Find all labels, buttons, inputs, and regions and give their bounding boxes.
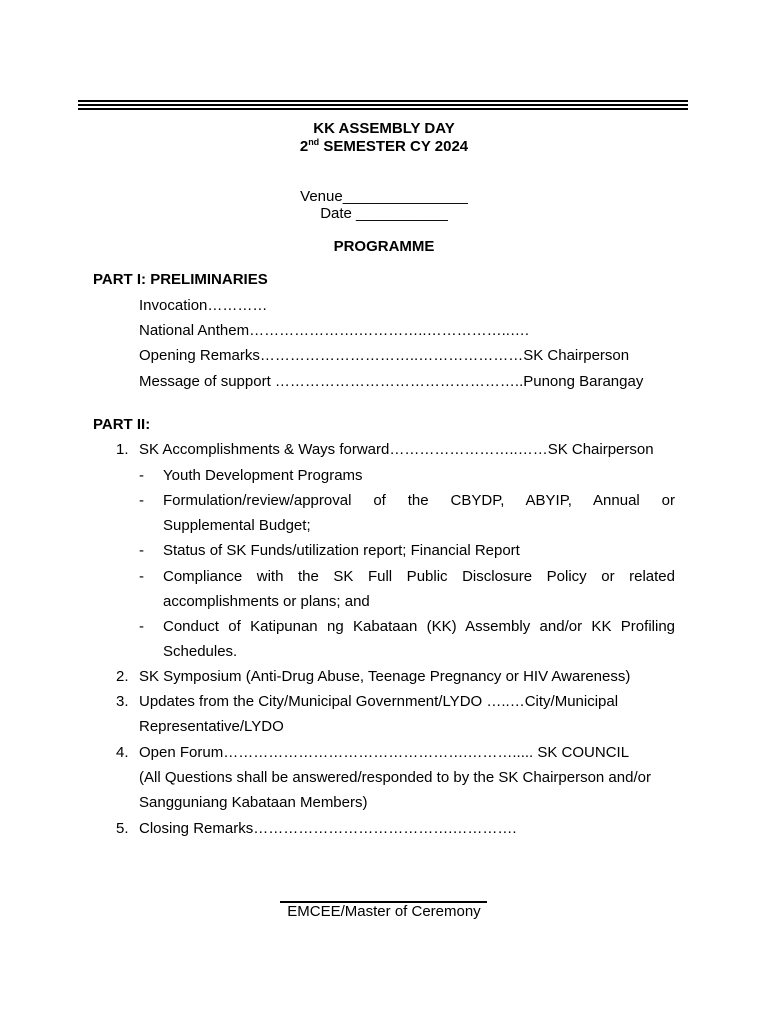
- top-double-rule: [78, 100, 688, 112]
- open-forum-note: (All Questions shall be answered/responded to by the SK Chairperson and/or: [139, 769, 651, 786]
- sub-item: Conduct of Katipunan ng Kabataan (KK) Assembly and/or KK Profiling: [163, 618, 675, 635]
- item-number: 2.: [116, 668, 129, 685]
- sk-symposium-item: SK Symposium (Anti-Drug Abuse, Teenage Pregnancy or HIV Awareness): [139, 668, 631, 685]
- emcee-label: EMCEE/Master of Ceremony: [287, 903, 481, 920]
- closing-remarks-item: Closing Remarks………………………………….………….: [139, 820, 517, 837]
- part2-heading: PART II:: [93, 416, 151, 433]
- document-title: KK ASSEMBLY DAY: [313, 120, 455, 137]
- semester-heading: 2nd SEMESTER CY 2024: [299, 137, 469, 155]
- updates-item-continuation: Representative/LYDO: [139, 718, 284, 735]
- sub-item-continuation: accomplishments or plans; and: [163, 593, 370, 610]
- bullet-dash: -: [139, 467, 144, 484]
- opening-remarks-item: Opening Remarks…………………………..…………………SK Chairperson: [139, 347, 630, 364]
- bullet-dash: -: [139, 618, 144, 635]
- updates-item: Updates from the City/Municipal Government/LYDO …..…City/Municipal: [139, 693, 619, 710]
- invocation-item: Invocation…………: [139, 297, 268, 314]
- national-anthem-item: National Anthem………………….…………..……………..….: [139, 322, 530, 339]
- item-number: 3.: [116, 693, 129, 710]
- item-number: 4.: [116, 744, 129, 761]
- bullet-dash: -: [139, 568, 144, 585]
- sk-accomplishments-item: SK Accomplishments & Ways forward……………………..……SK Chairperson: [139, 441, 654, 458]
- item-number: 1.: [116, 441, 129, 458]
- sub-item: Youth Development Programs: [163, 467, 363, 484]
- sub-item: Status of SK Funds/utilization report; Financial Report: [163, 542, 520, 559]
- venue-field: Venue_______________: [300, 188, 468, 205]
- part1-heading: PART I: PRELIMINARIES: [93, 271, 268, 288]
- message-of-support-item: Message of support …………………………………………..Punong Barangay: [139, 373, 644, 390]
- bullet-dash: -: [139, 542, 144, 559]
- open-forum-note-continuation: Sangguniang Kabataan Members): [139, 794, 368, 811]
- sub-item-continuation: Schedules.: [163, 643, 238, 660]
- date-field: Date ___________: [320, 205, 448, 222]
- sub-item: Formulation/review/approval of the CBYDP, ABYIP, Annual or: [163, 492, 675, 509]
- sub-item: Compliance with the SK Full Public Disclosure Policy or related: [163, 568, 675, 585]
- open-forum-item: Open Forum………………………………………….………..... SK COUNCIL: [139, 744, 630, 761]
- item-number: 5.: [116, 820, 129, 837]
- sub-item-continuation: Supplemental Budget;: [163, 517, 311, 534]
- bullet-dash: -: [139, 492, 144, 509]
- programme-heading: PROGRAMME: [333, 238, 435, 255]
